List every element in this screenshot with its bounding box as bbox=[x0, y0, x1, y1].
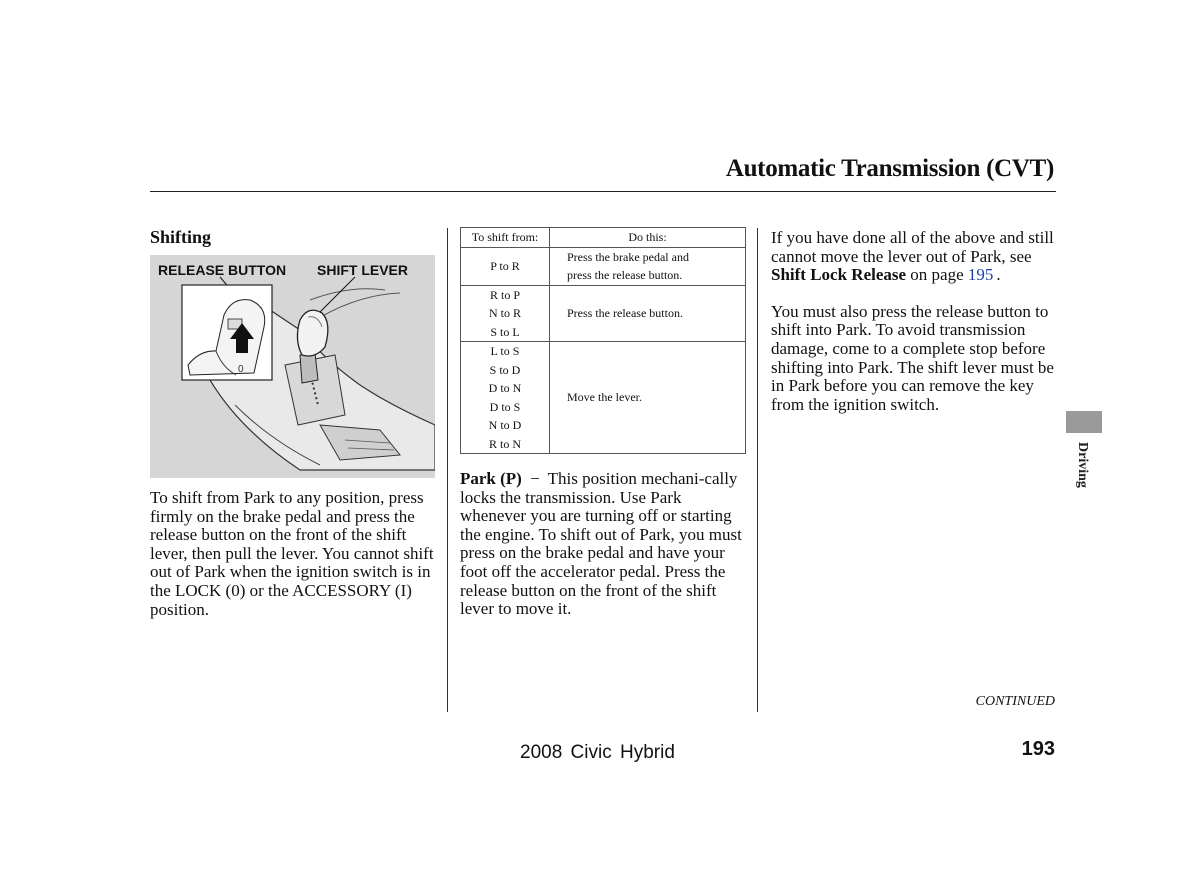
right-column bbox=[771, 229, 1056, 414]
column-divider-left bbox=[447, 228, 448, 712]
table-cell-line: S to L bbox=[490, 324, 520, 339]
shifting-paragraph bbox=[150, 489, 435, 619]
shift-lock-paragraph bbox=[771, 229, 1056, 285]
title-divider bbox=[150, 191, 1056, 192]
release-button-paragraph: You must also press the release button to shift into Park. To avoid transmission damage, come to a complete stop before shifting into Park. The shift lever must be in Park before you can remove the key from the ignition switch. bbox=[771, 301, 1054, 414]
park-term: Park (P) bbox=[460, 469, 522, 488]
table-cell-from bbox=[461, 285, 550, 342]
page-195-link[interactable]: 195 bbox=[967, 265, 994, 285]
table-cell-line: L to S bbox=[490, 344, 520, 358]
shift-lock-text-mid: on page bbox=[910, 265, 964, 285]
shift-lever-figure bbox=[150, 255, 435, 478]
shift-table bbox=[460, 227, 746, 454]
table-cell-line: Move the lever. bbox=[567, 390, 642, 405]
table-header-action: Do this: bbox=[550, 228, 746, 248]
table-cell-from bbox=[461, 247, 550, 285]
shift-lock-release-term: Shift Lock Release bbox=[771, 265, 907, 285]
table-cell-line: Press the release button. bbox=[567, 306, 683, 320]
page-number: 193 bbox=[1021, 738, 1055, 760]
shift-lever-illustration-icon bbox=[150, 255, 435, 478]
table-cell-line: R to N bbox=[488, 436, 521, 451]
continued-label: CONTINUED bbox=[975, 694, 1055, 709]
section-tab-marker bbox=[1066, 411, 1102, 433]
table-cell-line: P to R bbox=[490, 258, 520, 273]
table-cell-from bbox=[461, 342, 550, 454]
figure-label-shift-lever: SHIFT LEVER bbox=[317, 262, 409, 278]
table-cell-line: press the release button. bbox=[567, 268, 683, 282]
shift-lock-text: If you have done all of the above and still cannot move the lever out of Park, see bbox=[771, 228, 1054, 266]
figure-label-release-button: RELEASE BUTTON bbox=[158, 262, 287, 278]
table-cell-line: R to P bbox=[489, 287, 520, 302]
park-text: This position mechani-cally locks the transmission. Use Park whenever you are turning off or starting the engine. To shift out of Park, you must press on the brake pedal and have your foot off the accelerator pedal. Press the release button on the front of the shift lever to move it. bbox=[460, 469, 742, 619]
section-heading: Shifting bbox=[150, 227, 212, 247]
page-title: Automatic Transmission (CVT) bbox=[725, 155, 1054, 182]
table-cell-line: Press the brake pedal and bbox=[567, 249, 689, 264]
table-cell-action bbox=[550, 247, 746, 285]
table-header-from: To shift from: bbox=[461, 228, 550, 248]
table-cell-line: N to D bbox=[488, 418, 522, 432]
table-row bbox=[461, 285, 746, 342]
table-cell-line: N to R bbox=[488, 306, 521, 320]
table-cell-action bbox=[550, 342, 746, 454]
column-divider-right bbox=[757, 228, 758, 712]
park-dash: − bbox=[530, 469, 540, 488]
table-cell-line: S to D bbox=[489, 362, 521, 377]
park-paragraph bbox=[460, 470, 748, 619]
table-header-row bbox=[461, 228, 746, 248]
table-row bbox=[461, 247, 746, 285]
sentence-end: . bbox=[996, 265, 1001, 285]
table-cell-line: D to S bbox=[489, 399, 521, 414]
table-cell-line: D to N bbox=[488, 381, 522, 395]
footer-model: 2008 Civic Hybrid bbox=[520, 742, 675, 763]
table-cell-action bbox=[550, 285, 746, 342]
section-tab-label: Driving bbox=[1075, 442, 1090, 488]
shifting-text: To shift from Park to any position, press firmly on the brake pedal and press the release button on the front of the shift lever, then pull the lever. You cannot shift out of Park when the ignition switch is in the LOCK (0) or the ACCESSORY (I) position. bbox=[150, 488, 434, 619]
svg-text:0: 0 bbox=[238, 364, 244, 375]
table-row bbox=[461, 342, 746, 454]
